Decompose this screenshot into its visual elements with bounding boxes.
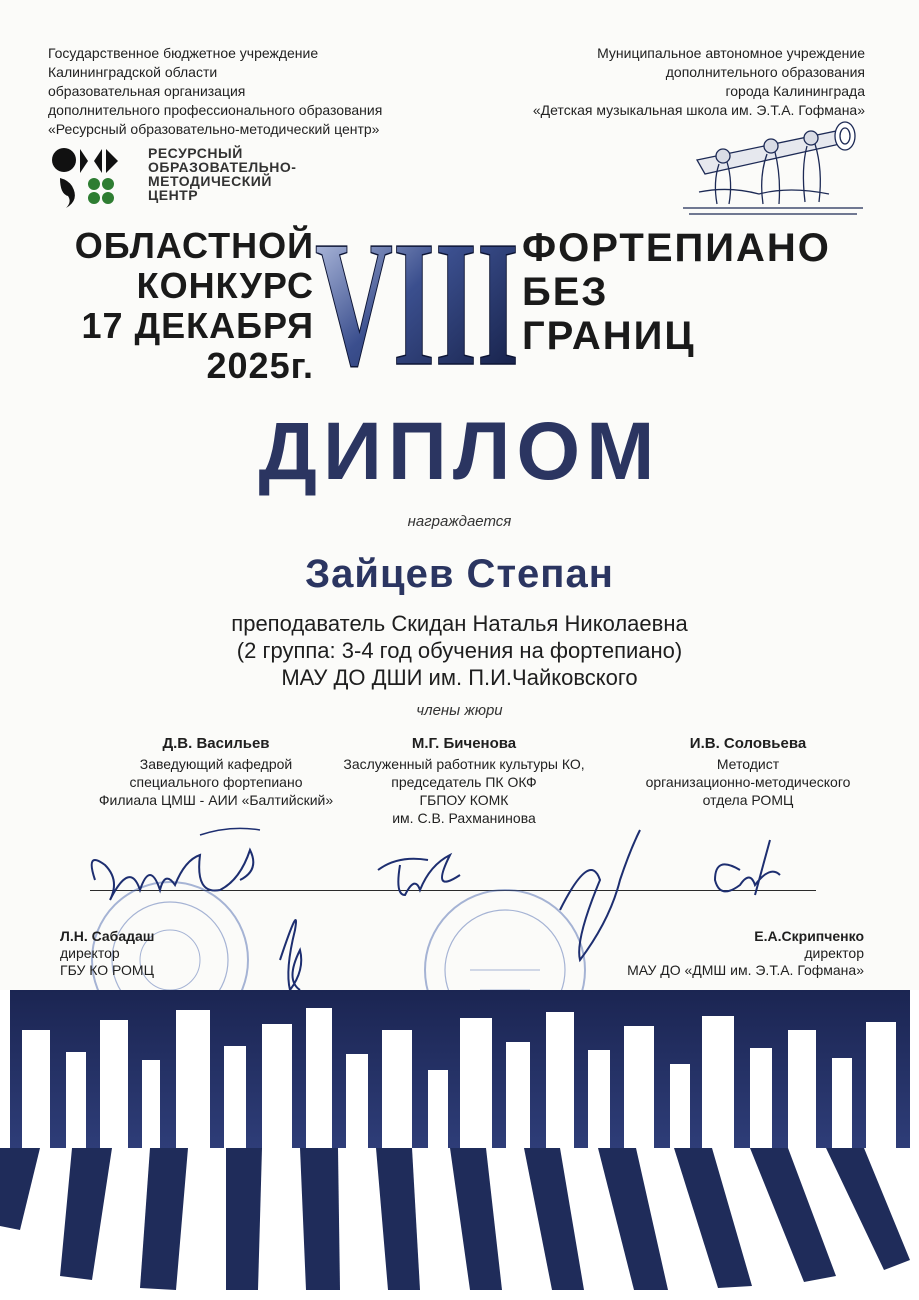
contest-left-line: КОНКУРС: [136, 265, 314, 306]
contest-number-text: VIII: [315, 212, 519, 382]
jury-member-line: отдела РОМЦ: [702, 792, 794, 808]
contest-left-line: ОБЛАСТНОЙ: [74, 225, 314, 266]
jury-member-line: Заведующий кафедрой: [139, 756, 293, 772]
header-left-line: «Ресурсный образовательно-методический центр»: [48, 121, 380, 137]
header-right-line: Муниципальное автономное учреждение: [597, 45, 865, 61]
romc-logo-icon: [50, 146, 134, 210]
header-right-org: [465, 44, 865, 120]
header-left-org: [48, 44, 448, 139]
contest-number: [312, 212, 522, 382]
award-detail-line: преподаватель Скидан Наталья Николаевна: [231, 611, 688, 636]
jury-member-line: специального фортепиано: [129, 774, 303, 790]
contest-right-line: ГРАНИЦ: [522, 314, 696, 358]
header-left-line: образовательная организация: [48, 83, 246, 99]
jury-member-line: им. С.В. Рахманинова: [392, 810, 536, 826]
header-right-line: города Калининграда: [725, 83, 865, 99]
award-details: [0, 610, 919, 691]
jury-member-line: Методист: [716, 756, 780, 772]
logo-text: [148, 146, 296, 202]
awarded-label: награждается: [407, 513, 512, 530]
piano-keys-cityscape: [0, 990, 919, 1300]
award-detail-line: (2 группа: 3-4 год обучения на фортепиано): [236, 638, 683, 663]
diploma-title: ДИПЛОМ: [258, 406, 661, 497]
header-left-line: дополнительного профессионального образования: [48, 102, 383, 118]
header-left-line: Калининградской области: [48, 64, 218, 80]
jury-member: [592, 735, 904, 809]
director-line: директор: [60, 945, 120, 961]
logo-line: ОБРАЗОВАТЕЛЬНО-: [148, 159, 297, 175]
header-right-line: дополнительного образования: [665, 64, 865, 80]
signature-bichenova: [378, 855, 460, 895]
jury-member-name: И.В. Соловьева: [689, 735, 807, 752]
logo-line: МЕТОДИЧЕСКИЙ: [148, 173, 272, 189]
director-line: ГБУ КО РОМЦ: [60, 962, 154, 978]
director-line: МАУ ДО «ДМШ им. Э.Т.А. Гофмана»: [627, 962, 864, 978]
pipe-carriers-illustration: [679, 112, 867, 222]
jury-member-line: Заслуженный работник культуры КО,: [343, 756, 585, 772]
jury-member-line: ГБПОУ КОМК: [419, 792, 509, 808]
winner-name: Зайцев Степан: [305, 552, 614, 596]
logo-line: РЕСУРСНЫЙ: [148, 145, 243, 161]
signature-sabadash: [280, 920, 301, 990]
contest-left-line: 2025г.: [206, 345, 314, 386]
jury-member-line: Филиала ЦМШ - АИИ «Балтийский»: [98, 792, 334, 808]
contest-right-line: ФОРТЕПИАНО: [522, 226, 831, 270]
jury-member-name: Д.В. Васильев: [162, 735, 270, 752]
jury-member-name: М.Г. Биченова: [411, 735, 517, 752]
jury-member-line: председатель ПК ОКФ: [391, 774, 537, 790]
header-left-line: Государственное бюджетное учреждение: [48, 45, 319, 61]
romc-logo: [50, 146, 350, 210]
signature-solovieva: [715, 840, 780, 895]
director-left: [60, 928, 154, 979]
contest-right-line: БЕЗ: [522, 270, 609, 314]
director-right: [627, 928, 864, 979]
logo-line: ЦЕНТР: [148, 187, 199, 203]
signature-vasiliev: [92, 850, 254, 900]
header-right-line: «Детская музыкальная школа им. Э.Т.А. Гофмана»: [532, 102, 865, 118]
director-line: директор: [804, 945, 864, 961]
jury-title: члены жюри: [416, 702, 503, 719]
director-name: Л.Н. Сабадаш: [60, 928, 155, 944]
jury-member-line: организационно-методического: [645, 774, 851, 790]
contest-left-block: [30, 226, 314, 386]
contest-right-block: [522, 226, 902, 358]
director-name: Е.А.Скрипченко: [754, 928, 864, 944]
signatures: [0, 810, 919, 1010]
award-detail-line: МАУ ДО ДШИ им. П.И.Чайковского: [281, 665, 638, 690]
contest-left-line: 17 ДЕКАБРЯ: [81, 305, 314, 346]
